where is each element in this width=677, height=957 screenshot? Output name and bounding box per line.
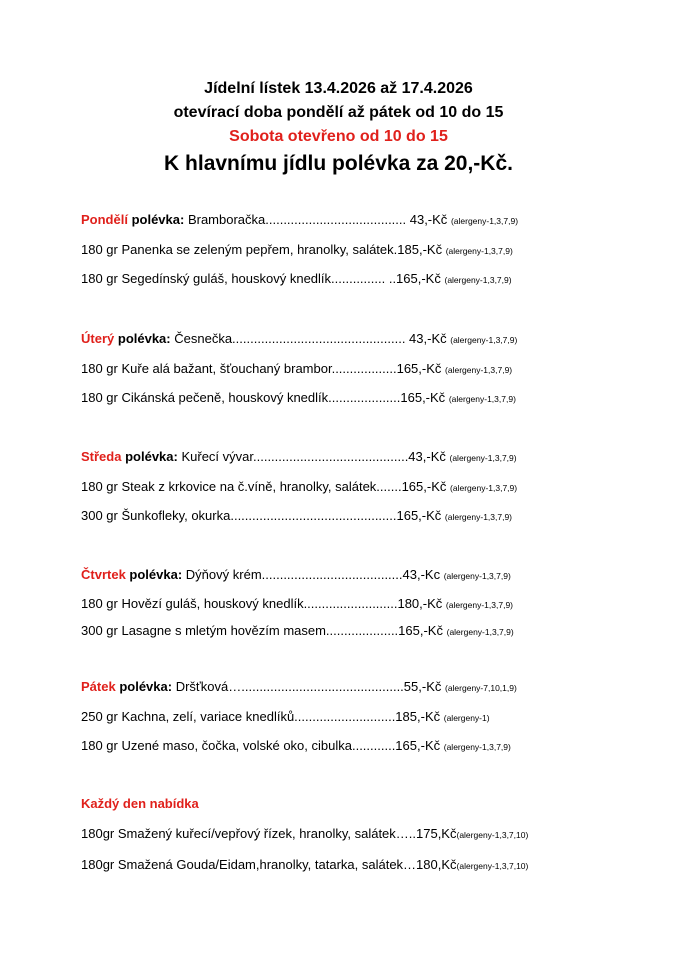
item-text: 180 gr Kuře alá bažant, šťouchaný brambor..................165,-Kč — [81, 361, 442, 376]
day-name: Čtvrtek — [81, 567, 126, 582]
day-name: Pátek — [81, 679, 116, 694]
menu-item — [81, 623, 514, 640]
item-text: 180 gr Segedínský guláš, houskový knedlík............... ..165,-Kč — [81, 271, 441, 286]
menu-title: Jídelní lístek 13.4.2026 až 17.4.2026 — [204, 80, 473, 97]
item-text: 180 gr Uzené maso, čočka, volské oko, cibulka............165,-Kč — [81, 738, 441, 753]
allergens: (alergeny-1,3,7,10) — [456, 861, 529, 871]
menu-item — [81, 242, 513, 259]
item-text: 180 gr Panenka se zeleným pepřem, hranolky, salátek.185,-Kč — [81, 242, 443, 257]
menu-item — [81, 596, 513, 613]
soup-text: Dýňový krém.......................................43,-Kc — [185, 567, 441, 582]
allergens: (alergeny-1,3,7,9) — [444, 275, 512, 285]
soup-label: polévka: — [131, 212, 185, 227]
allergens: (alergeny-1) — [443, 713, 490, 723]
menu-item — [81, 508, 512, 525]
daily-offer-title: Každý den nabídka — [81, 796, 199, 811]
allergens: (alergeny-1,3,7,9) — [446, 627, 514, 637]
allergens: (alergeny-7,10,1,9) — [444, 683, 517, 693]
soup-label: polévka: — [129, 567, 183, 582]
item-text: 180 gr Hovězí guláš, houskový knedlík..........................180,-Kč — [81, 596, 443, 611]
item-text: 300 gr Šunkofleky, okurka..............................................165,-Kč — [81, 508, 442, 523]
day-name: Středa — [81, 449, 122, 464]
soup-label: polévka: — [125, 449, 178, 464]
allergens: (alergeny-1,3,7,9) — [448, 394, 516, 404]
soup-label: polévka: — [119, 679, 173, 694]
menu-item — [81, 390, 516, 407]
item-text: 180gr Smažený kuřecí/vepřový řízek, hranolky, salátek…..175,Kč — [81, 826, 457, 841]
menu-item — [81, 271, 512, 288]
menu-item — [81, 479, 517, 496]
wednesday-soup-row — [81, 449, 517, 466]
soup-text: Česnečka................................................ 43,-Kč — [174, 331, 447, 346]
menu-item — [81, 709, 490, 726]
day-name: Pondělí — [81, 212, 128, 227]
item-text: 180 gr Steak z krkovice na č.víně, hranolky, salátek.......165,-Kč — [81, 479, 447, 494]
soup-text: Dršťková….............................................55,-Kč — [175, 679, 442, 694]
saturday-hours: Sobota otevřeno od 10 do 15 — [229, 128, 448, 145]
monday-soup-row — [81, 212, 518, 229]
allergens: (alergeny-1,3,7,9) — [445, 365, 513, 375]
allergens: (alergeny-1,3,7,9) — [444, 512, 513, 522]
menu-item — [81, 857, 528, 874]
menu-item — [81, 738, 511, 755]
soup-text: Bramboračka....................................... 43,-Kč — [187, 212, 448, 227]
menu-item — [81, 361, 512, 378]
friday-soup-row — [81, 679, 517, 696]
item-text: 300 gr Lasagne s mletým hovězím masem....................165,-Kč — [81, 623, 443, 638]
opening-hours: otevírací doba pondělí až pátek od 10 do 15 — [173, 104, 504, 121]
menu-item — [81, 826, 528, 843]
item-text: 180gr Smažená Gouda/Eidam,hranolky, tatarka, salátek…180,Kč — [81, 857, 457, 872]
allergens: (alergeny-1,3,7,9) — [450, 483, 518, 493]
item-text: 180 gr Cikánská pečeně, houskový knedlík....................165,-Kč — [81, 390, 446, 405]
allergens: (alergeny-1,3,7,9) — [450, 335, 518, 345]
allergens: (alergeny-1,3,7,9) — [445, 246, 513, 256]
tuesday-soup-row — [81, 331, 517, 348]
thursday-soup-row — [81, 567, 511, 584]
allergens: (alergeny-1,3,7,9) — [450, 216, 519, 226]
allergens: (alergeny-1,3,7,9) — [443, 571, 511, 581]
soup-label: polévka: — [117, 331, 171, 346]
item-text: 250 gr Kachna, zelí, variace knedlíků............................185,-Kč — [81, 709, 441, 724]
allergens: (alergeny-1,3,7,9) — [445, 600, 513, 610]
day-name: Úterý — [81, 331, 115, 346]
allergens: (alergeny-1,3,7,9) — [449, 453, 517, 463]
allergens: (alergeny-1,3,7,9) — [443, 742, 511, 752]
soup-text: Kuřecí vývar...........................................43,-Kč — [181, 449, 446, 464]
soup-offer: K hlavnímu jídlu polévka za 20,-Kč. — [164, 152, 513, 175]
allergens: (alergeny-1,3,7,10) — [456, 830, 529, 840]
